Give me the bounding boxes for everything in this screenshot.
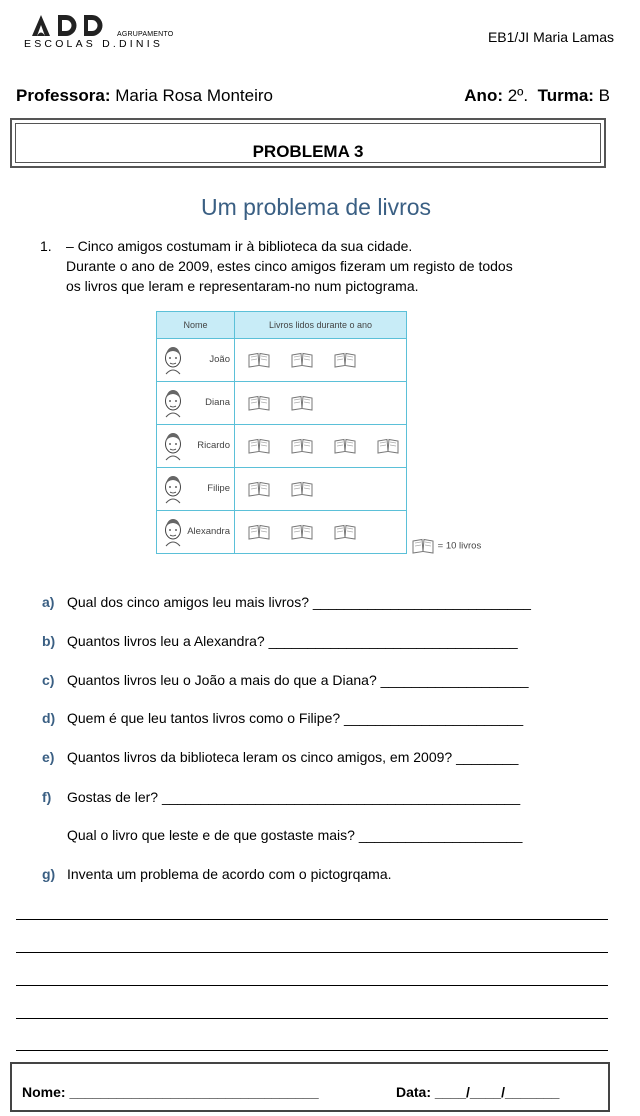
friend-name: João [209,354,230,365]
book-icon [290,438,314,454]
logo-subtitle: AGRUPAMENTO [117,31,174,38]
problem-label: PROBLEMA 3 [15,123,601,163]
professor-label: Professora: [16,86,111,105]
page-title: Um problema de livros [200,194,432,220]
book-icon [247,524,271,540]
school-name: EB1/JI Maria Lamas [487,29,614,45]
question-letter: f) [42,789,52,805]
question-letter: e) [42,749,55,765]
intro-line: os livros que leram e representaram-no num pictograma. [66,278,419,294]
pictogram-table [156,311,407,554]
book-icon [290,395,314,411]
question-text: Gostas de ler? ______________________________________________ [67,789,521,805]
pictogram-row [157,425,407,468]
problem-box [10,118,606,168]
professor-line [16,86,610,108]
book-icon [290,524,314,540]
books-cell [235,425,407,468]
book-icon [333,524,357,540]
answer-line [16,1050,608,1051]
question-text: Quantos livros leu o João a mais do que a Diana? ___________________ [67,672,529,688]
class-info [464,86,610,106]
face-icon [161,387,185,419]
class-label: Turma: [537,86,594,105]
pictogram-row [157,511,407,554]
pictogram-row [157,468,407,511]
pictogram-row [157,382,407,425]
question-letter: g) [42,866,56,882]
book-icon [247,438,271,454]
face-icon [161,430,185,462]
books-cell [235,382,407,425]
name-field[interactable]: Nome: ________________________________ [22,1084,319,1100]
answer-line [16,1018,608,1019]
student-info-box [10,1062,610,1112]
legend-text: = 10 livros [437,540,482,552]
question-text: Quem é que leu tantos livros como o Filipe? _______________________ [67,710,524,726]
friend-name: Filipe [207,483,230,494]
question-letter: a) [42,594,55,610]
question-text: Quantos livros leu a Alexandra? ________________________________ [67,633,518,649]
intro-line: – Cinco amigos costumam ir à biblioteca da sua cidade. [66,238,413,254]
answer-line [16,952,608,953]
date-field[interactable]: Data: ____/____/_______ [396,1084,560,1100]
question-letter: c) [42,672,55,688]
answer-line [16,985,608,986]
logo-text: ESCOLAS D.DINIS [24,38,164,50]
book-icon [247,481,271,497]
intro-number: 1. [40,238,52,254]
friend-name: Diana [205,397,230,408]
class-value: B [593,86,610,105]
professor-name: Maria Rosa Monteiro [110,86,273,105]
book-icon [333,352,357,368]
books-cell [235,339,407,382]
question-text: Quantos livros da biblioteca leram os cinco amigos, em 2009? ________ [67,749,519,765]
question-text: Qual o livro que leste e de que gostaste mais? _____________________ [67,827,523,843]
books-cell [235,511,407,554]
friend-name: Ricardo [197,440,230,451]
year-label: Ano: [464,86,503,105]
intro-line: Durante o ano de 2009, estes cinco amigos fizeram um registo de todos [66,258,513,274]
question-text: Qual dos cinco amigos leu mais livros? ____________________________ [67,594,531,610]
question-text: Inventa um problema de acordo com o pictogrqama. [67,866,392,882]
books-cell [235,468,407,511]
pictogram-legend [411,538,481,554]
book-icon [247,352,271,368]
friend-name: Alexandra [187,526,230,537]
book-icon [290,481,314,497]
book-icon [247,395,271,411]
book-icon [376,438,400,454]
face-icon [161,344,185,376]
pictogram-row [157,339,407,382]
face-icon [161,473,185,505]
answer-line [16,919,608,920]
book-icon [411,538,435,554]
year-value: 2º. [503,86,529,105]
question-letter: b) [42,633,56,649]
pictogram-header-name: Nome [157,312,235,339]
book-icon [333,438,357,454]
question-letter: d) [42,710,56,726]
book-icon [290,352,314,368]
pictogram-header-books: Livros lidos durante o ano [235,312,407,339]
face-icon [161,516,185,548]
